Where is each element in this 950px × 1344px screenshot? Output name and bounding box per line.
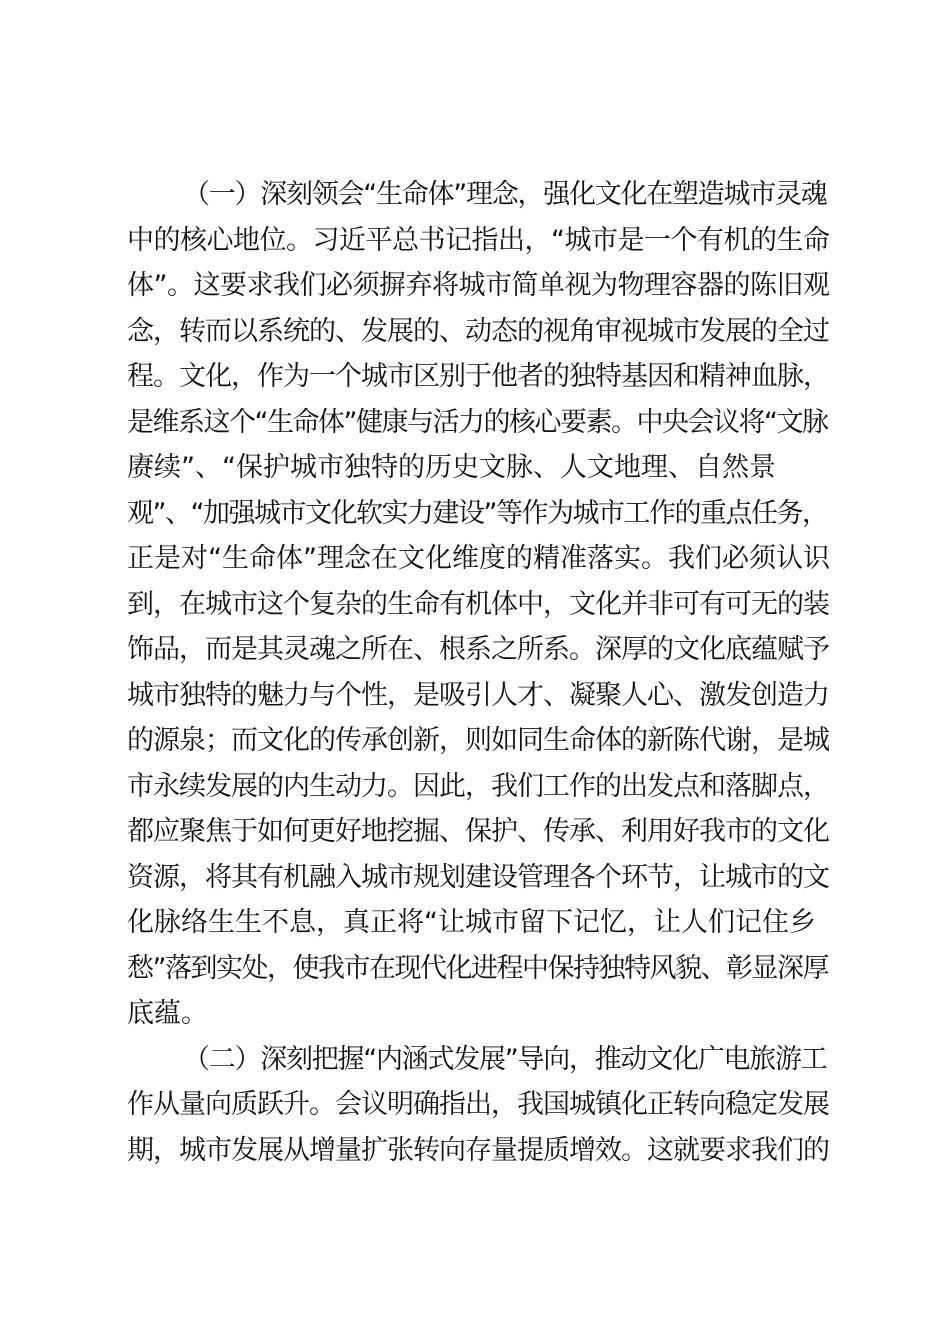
text-line: 城市独特的魅力与个性，是吸引人才、凝聚人心、激发创造力 [127, 679, 829, 711]
text-line: 都应聚焦于如何更好地挖掘、保护、传承、利用好我市的文化 [127, 816, 829, 847]
text-line: 中的核心地位。习近平总书记指出，“城市是一个有机的生命 [127, 224, 830, 256]
text-line: 愁”落到实处，使我市在现代化进程中保持独特风貌、彰显深厚 [127, 952, 828, 984]
text-line: 赓续”、“保护城市独特的历史文脉、人文地理、自然景 [127, 452, 776, 483]
text-line: 化脉络生生不息，真正将“让城市留下记忆，让人们记住乡 [127, 907, 816, 938]
text-line: 念，转而以系统的、发展的、动态的视角审视城市发展的全过 [127, 315, 829, 347]
text-line: 资源，将其有机融入城市规划建设管理各个环节，让城市的文 [127, 861, 829, 893]
text-line: 底蕴。 [127, 998, 208, 1029]
document-body [127, 172, 832, 1173]
text-line: 程。文化，作为一个城市区别于他者的独特基因和精神血脉， [127, 361, 829, 392]
paragraph-1 [127, 172, 832, 1037]
text-line: 的源泉；而文化的传承创新，则如同生命体的新陈代谢，是城 [127, 725, 829, 756]
text-line: 是维系这个“生命体”健康与活力的核心要素。中央会议将“文脉 [127, 406, 828, 438]
text-line: （二）深刻把握“内涵式发展”导向，推动文化广电旅游工 [183, 1043, 827, 1075]
text-line: 到，在城市这个复杂的生命有机体中，文化并非可有可无的装 [127, 588, 829, 620]
text-line: 作从量向质跃升。会议明确指出，我国城镇化正转向稳定发展 [127, 1089, 829, 1120]
text-line: （一）深刻领会“生命体”理念，强化文化在塑造城市灵魂 [183, 179, 827, 210]
text-line: 正是对“生命体”理念在文化维度的精准落实。我们必须认识 [127, 543, 830, 574]
text-line: 饰品，而是其灵魂之所在、根系之所系。深厚的文化底蕴赋予 [127, 634, 829, 665]
text-line: 观”、“加强城市文化软实力建设”等作为城市工作的重点任务， [127, 497, 828, 529]
paragraph-2 [127, 1037, 832, 1174]
text-line: 市永续发展的内生动力。因此，我们工作的出发点和落脚点， [127, 770, 829, 802]
text-line: 体”。这要求我们必须摒弃将城市简单视为物理容器的陈旧观 [127, 270, 830, 301]
text-line: 期，城市发展从增量扩张转向存量提质增效。这就要求我们的 [127, 1134, 829, 1166]
